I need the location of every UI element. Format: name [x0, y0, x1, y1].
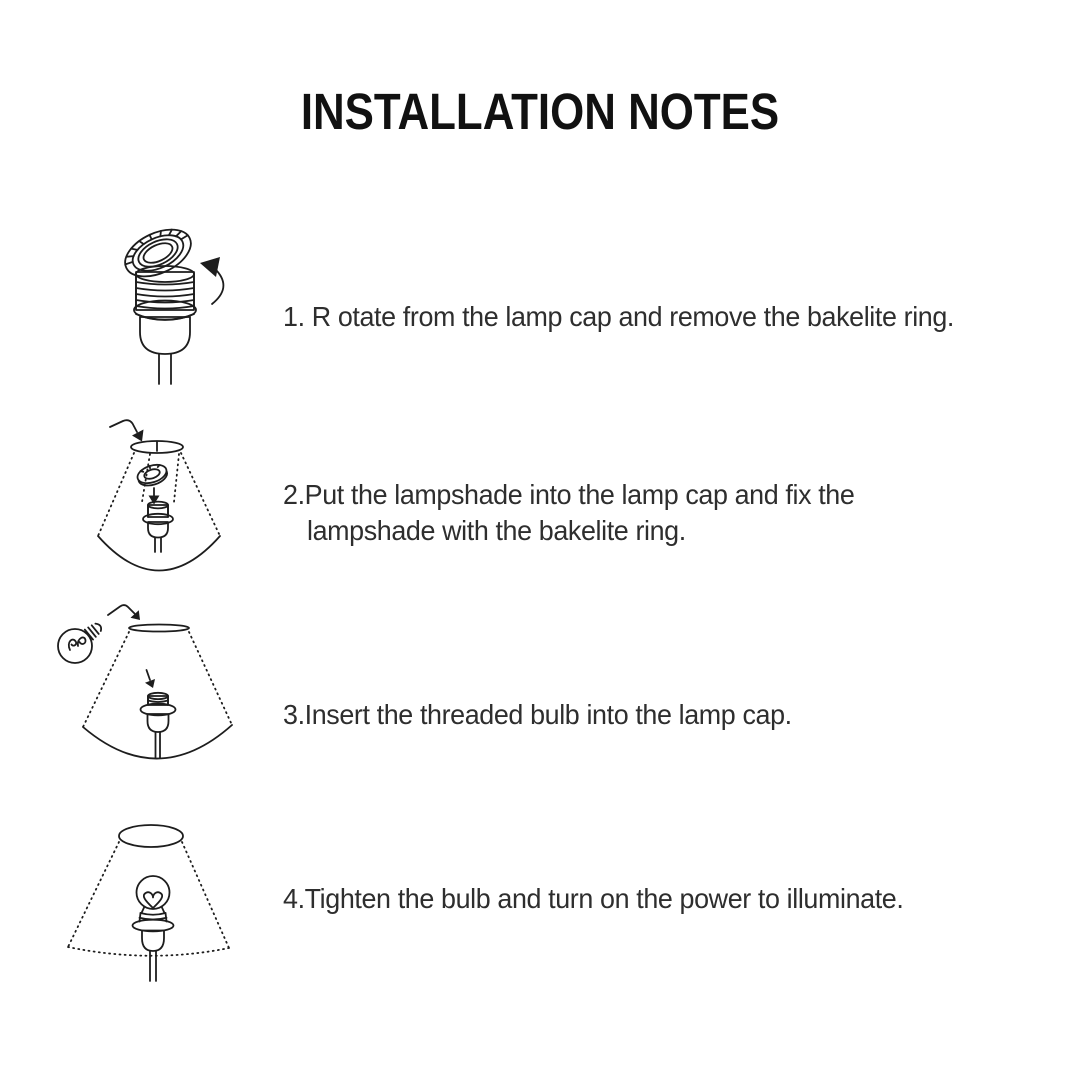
finished-lamp-icon — [58, 805, 238, 985]
step1-line1: 1. R otate from the lamp cap and remove the bakelite ring. — [283, 301, 955, 332]
lampshade-outline — [83, 625, 232, 759]
lamp-cap-body — [140, 317, 190, 354]
light-bulb — [58, 624, 101, 663]
power-cord — [159, 354, 171, 384]
step4-illustration — [58, 805, 238, 985]
step2-text — [283, 477, 854, 549]
rotate-arrow — [200, 257, 223, 304]
step2-line2: lampshade with the bakelite ring. — [307, 515, 686, 546]
step3-line1: 3.Insert the threaded bulb into the lamp cap. — [283, 699, 792, 730]
step2-line1: 2.Put the lampshade into the lamp cap and fix the — [283, 479, 855, 510]
step4-line1: 4.Tighten the bulb and turn on the power to illuminate. — [283, 883, 904, 914]
lamp-cap — [133, 913, 174, 981]
insert-arrow — [108, 605, 140, 620]
lampshade-outline — [68, 825, 229, 956]
lamp-cap-ring-rotate-icon — [92, 220, 242, 388]
lampshade-onto-cap-icon — [76, 412, 236, 577]
step1-text — [283, 299, 954, 335]
step1-illustration — [92, 220, 242, 388]
bakelite-ring — [118, 220, 198, 286]
step3-text — [283, 697, 792, 733]
step3-illustration — [45, 596, 245, 771]
insert-arrow — [110, 420, 144, 441]
page-title: INSTALLATION NOTES — [300, 83, 780, 140]
lamp-cap — [143, 502, 173, 552]
lamp-cap — [141, 693, 176, 758]
light-bulb — [137, 876, 170, 913]
step2-illustration — [76, 412, 236, 577]
bakelite-ring — [135, 461, 169, 488]
step4-text — [283, 881, 903, 917]
down-arrow — [145, 670, 155, 688]
bulb-into-cap-icon — [45, 596, 245, 771]
